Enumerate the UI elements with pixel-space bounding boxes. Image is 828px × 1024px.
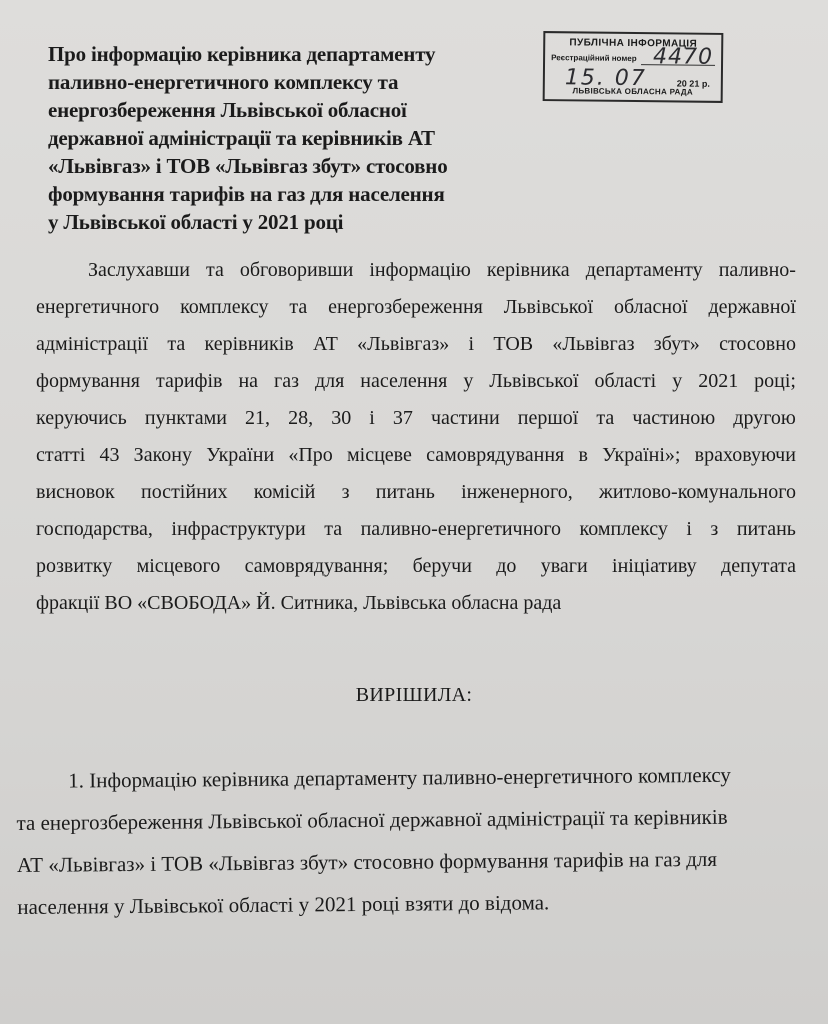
word: місцевого	[136, 555, 221, 577]
word: 28,	[288, 407, 314, 429]
preamble-line	[36, 289, 796, 326]
word: враховуючи	[694, 444, 796, 466]
word: постійних	[140, 481, 228, 503]
word: 30	[331, 407, 352, 429]
preamble-line	[36, 326, 796, 363]
preamble-line	[36, 511, 796, 548]
word: «Львівгаз»	[357, 333, 450, 355]
word: ТОВ	[493, 333, 534, 355]
word: населення	[360, 370, 448, 392]
word: до	[496, 555, 517, 577]
word: комплексу	[180, 296, 269, 318]
point-line: населення у Львівської області у 2021 році взяти до відома.	[17, 890, 550, 919]
word: розвитку	[36, 555, 113, 577]
word: області	[594, 370, 657, 392]
word: 21,	[245, 407, 271, 429]
word: 2021	[698, 370, 739, 392]
word: частиною	[632, 407, 716, 429]
word: у	[672, 370, 683, 392]
stamp-reg-label: Реєстраційний номер	[551, 53, 637, 64]
word: беручи	[412, 555, 472, 577]
word: питань	[375, 481, 435, 503]
stamp-footer: ЛЬВІВСЬКА ОБЛАСНА РАДА	[572, 86, 694, 97]
word: ініціативу	[612, 555, 697, 577]
point-line: АТ «Львівгаз» і ТОВ «Львівгаз збут» стосовно формування тарифів на газ для	[16, 846, 718, 877]
title-line: енергозбереження Львівської обласної	[48, 98, 407, 122]
word: адміністрації	[36, 333, 149, 355]
word: першої	[517, 407, 579, 429]
preamble-line	[36, 474, 796, 511]
word: і	[686, 518, 692, 540]
document-title	[48, 40, 488, 236]
preamble-line	[36, 252, 796, 289]
word: стосовно	[719, 333, 796, 355]
word: інженерного,	[461, 481, 573, 503]
word: паливно-	[718, 259, 796, 281]
title-line: у Львівської області у 2021 році	[48, 210, 344, 234]
word: та	[205, 259, 224, 281]
word: частини	[430, 407, 500, 429]
word: України	[206, 444, 275, 466]
word: комісій	[253, 481, 316, 503]
word: місцеве	[347, 444, 412, 466]
word: департаменту	[585, 259, 703, 281]
word: житлово-комунального	[599, 481, 796, 503]
word: в	[578, 444, 588, 466]
stamp-year: 20 21 р.	[676, 78, 710, 89]
preamble-line	[36, 437, 796, 474]
word: тарифів	[155, 370, 223, 392]
word: уваги	[540, 555, 588, 577]
word: та	[324, 518, 343, 540]
word: енергетичного	[36, 296, 160, 318]
word: і	[369, 407, 375, 429]
decision-heading: ВИРІШИЛА:	[355, 684, 473, 706]
word: Закону	[133, 444, 192, 466]
title-line: Про інформацію керівника департаменту	[48, 42, 436, 66]
preamble-line	[36, 548, 796, 585]
word: 37	[392, 407, 413, 429]
word: «Про	[288, 444, 333, 466]
word: державної	[708, 296, 796, 318]
title-line: формування тарифів на газ для населення	[48, 182, 445, 206]
title-line: державної адміністрації та керівників АТ	[48, 126, 435, 150]
word: інформацію	[369, 259, 471, 281]
word: Львівської	[503, 296, 594, 318]
word: керівників	[204, 333, 294, 355]
word: питань	[736, 518, 796, 540]
word: обласної	[613, 296, 688, 318]
preamble-paragraph	[36, 252, 796, 622]
word: комплексу	[579, 518, 668, 540]
word: господарства,	[36, 518, 153, 540]
word: другою	[733, 407, 796, 429]
word: висновок	[36, 481, 115, 503]
word: АТ	[312, 333, 338, 355]
word: керуючись	[36, 407, 127, 429]
word: збут»	[653, 333, 700, 355]
word: керівника	[486, 259, 570, 281]
word: Україні»;	[602, 444, 681, 466]
preamble-line	[36, 363, 796, 400]
word: та	[167, 333, 186, 355]
word: та	[289, 296, 308, 318]
word: самоврядування	[426, 444, 565, 466]
word: Львівської	[489, 370, 579, 392]
word: «Львівгаз	[552, 333, 635, 355]
word: статті	[36, 444, 86, 466]
stamp-date: 15. 07	[564, 65, 647, 92]
preamble-line: фракції ВО «СВОБОДА» Й. Ситника, Львівська обласна рада	[36, 592, 562, 614]
word: та	[596, 407, 615, 429]
word: обговоривши	[239, 259, 354, 281]
public-information-stamp	[543, 31, 724, 103]
point-line: 1. Інформацію керівника департаменту паливно-енергетичного комплексу	[68, 762, 731, 793]
word: формування	[36, 370, 140, 392]
word: на	[238, 370, 259, 392]
word: році;	[754, 370, 796, 392]
title-line: паливно-енергетичного комплексу та	[48, 70, 399, 94]
word: у	[463, 370, 474, 392]
point-line: та енергозбереження Львівської обласної державної адміністрації та керівників	[16, 804, 728, 835]
word: з	[710, 518, 719, 540]
preamble-line	[36, 400, 796, 437]
word: для	[314, 370, 345, 392]
word: пунктами	[144, 407, 227, 429]
word: Заслухавши	[88, 259, 190, 281]
title-line: «Львівгаз» і ТОВ «Львівгаз збут» стосовно	[48, 154, 448, 178]
word: паливно-енергетичного	[360, 518, 562, 540]
word: і	[468, 333, 475, 355]
decision-point-1	[16, 753, 817, 928]
word: газ	[274, 370, 299, 392]
word: 43	[99, 444, 120, 466]
word: інфраструктури	[171, 518, 306, 540]
word: з	[341, 481, 350, 503]
word: депутата	[721, 555, 796, 577]
stamp-reg-number: 4470	[652, 44, 714, 70]
stamp-heading: ПУБЛІЧНА ІНФОРМАЦІЯ	[569, 37, 698, 50]
word: енергозбереження	[328, 296, 483, 318]
word: самоврядування;	[244, 555, 389, 577]
